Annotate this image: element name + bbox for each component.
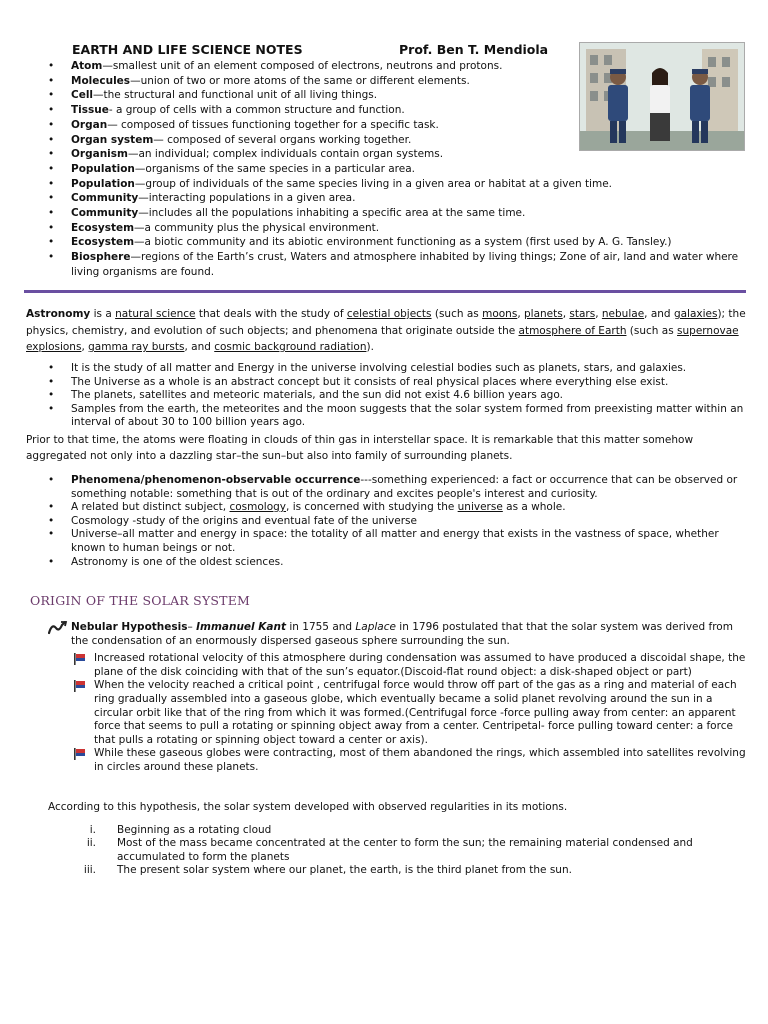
- squiggle-arrow-icon: [48, 621, 68, 635]
- definition-term: Community: [71, 207, 139, 220]
- list-item: • Astronomy is one of the oldest sciences.: [48, 556, 748, 570]
- list-item: • Samples from the earth, the meteorites and the moon suggests that the solar system formed from preexisting matter within an interval of about 30 to 100 billion years ago.: [48, 403, 748, 430]
- definition-item: [48, 235, 748, 250]
- list-number: i.: [89, 824, 96, 836]
- nebular-hypothesis-text: [48, 621, 748, 648]
- text-run: ,: [81, 341, 89, 353]
- list-item-text: Increased rotational velocity of this atmosphere during condensation was assumed to have produced a discoidal shape, the plane of the disk coinciding with that of the sun’s equator.(Discoid-flat round object: a disk-shaped object or part): [94, 652, 746, 678]
- text-run: , and: [184, 341, 215, 353]
- link-nebulae[interactable]: nebulae: [601, 308, 645, 320]
- text-run: ,: [595, 308, 602, 320]
- definition-term: Population: [71, 177, 135, 190]
- definition-term: Tissue: [71, 104, 109, 117]
- definition-separator: —: [138, 192, 149, 205]
- link-supernovae-explosions[interactable]: supernovae explosions: [26, 324, 739, 353]
- astronomy-intro-paragraph: [26, 306, 746, 356]
- list-item: • Universe–all matter and energy in space: the totality of all matter and energy that exists in the vastness of space, whether known to human beings or not.: [48, 528, 748, 555]
- astronomy-bullets: [48, 362, 748, 430]
- list-item: [80, 864, 745, 877]
- text-run: (such as: [431, 308, 483, 320]
- definition-separator: —: [153, 133, 168, 146]
- text-run: (such as: [626, 324, 678, 337]
- list-item-text: The present solar system where our planet, the earth, is the third planet from the sun.: [117, 864, 572, 877]
- definition-item: [48, 206, 748, 221]
- definition-item: [48, 88, 748, 103]
- definitions-list: [48, 59, 748, 280]
- link-universe[interactable]: universe: [457, 501, 503, 514]
- definition-item: [48, 250, 748, 279]
- definition-term: Ecosystem: [71, 221, 135, 234]
- definition-separator: —: [102, 60, 113, 72]
- definition-item: [48, 162, 748, 177]
- definition-separator: —: [107, 118, 122, 131]
- definition-separator: —: [134, 162, 146, 175]
- definition-item: [48, 59, 748, 74]
- definition-text: regions of the Earth’s crust, Waters and atmosphere inhabited by living things; Zone of air, land and water where living organisms are found.: [71, 251, 739, 278]
- list-item: [80, 824, 745, 837]
- definition-text: a community plus the physical environment.: [144, 221, 380, 234]
- definition-item: [48, 103, 748, 118]
- list-item: [48, 501, 748, 515]
- kant-name: Immanuel Kant: [196, 621, 287, 633]
- list-item: [48, 474, 748, 501]
- definition-term: Organism: [71, 148, 128, 161]
- document-title: EARTH AND LIFE SCIENCE NOTES: [72, 42, 303, 57]
- list-item-text: Most of the mass became concentrated at the center to form the sun; the remaining material condensed and accumulated to form the planets: [117, 837, 693, 863]
- section-heading: ORIGIN OF THE SOLAR SYSTEM: [30, 593, 251, 608]
- link-gamma-ray-bursts[interactable]: gamma ray bursts: [88, 341, 185, 353]
- text-run: –: [187, 621, 197, 633]
- link-stars[interactable]: stars: [569, 308, 596, 320]
- list-number: iii.: [83, 864, 96, 877]
- list-item: [48, 652, 748, 679]
- definition-item: [48, 147, 748, 162]
- flag-icon: [73, 680, 86, 692]
- text-run: that deals with the study of: [195, 308, 347, 320]
- section-divider: [24, 290, 746, 293]
- definition-term: Ecosystem: [71, 236, 135, 249]
- definition-text: interacting populations in a given area.: [148, 192, 356, 205]
- definition-text: a group of cells with a common structure and function.: [116, 104, 405, 117]
- definition-text: smallest unit of an element composed of electrons, neutrons and protons.: [112, 60, 503, 72]
- definition-text: an individual; complex individuals contain organ systems.: [138, 148, 444, 161]
- text-run: ,: [517, 308, 524, 320]
- author-name: Prof. Ben T. Mendiola: [399, 42, 549, 57]
- laplace-name: Laplace: [355, 621, 396, 633]
- text-run: ---something experienced: a fact or occurrence that can be observed or something notable: something that is out of the ordinary and excites people's interest and curiosity.: [71, 474, 738, 500]
- definition-term: Molecules: [71, 74, 131, 87]
- link-atmosphere-of-earth[interactable]: atmosphere of Earth: [518, 324, 627, 337]
- definition-term: Atom: [71, 60, 103, 72]
- flag-icon: [73, 748, 86, 760]
- definition-item: [48, 221, 748, 236]
- phenomena-term: Phenomena/phenomenon-observable occurrence: [71, 474, 361, 486]
- definition-term: Organ system: [71, 133, 154, 146]
- list-item: [48, 679, 748, 747]
- list-number: ii.: [86, 837, 96, 850]
- list-item: • The Universe as a whole is an abstract concept but it consists of real physical places where everything else exist.: [48, 376, 748, 390]
- text-run: , and: [644, 308, 674, 320]
- list-item-text: When the velocity reached a critical point , centrifugal force would throw off part of the gas as a ring and material of each ring gradually assembled into a gaseous globe, which eventually became a solid planet revolving around the sun in a circular orbit like that of the ring from which it was formed.(Centrifugal force -force pulling away from center: an apparent force that seems to pull a rotating or spinning object away from a center. Centripetal- force pulling toward center: a force that pulls a rotating or spinning object toward a center or axis).: [94, 679, 737, 746]
- definition-text: organisms of the same species in a particular area.: [145, 162, 415, 175]
- link-celestial-objects[interactable]: celestial objects: [346, 308, 432, 320]
- definition-text: composed of several organs working together.: [167, 133, 412, 146]
- definition-term: Biosphere: [71, 251, 131, 264]
- list-item: • Cosmology -study of the origins and eventual fate of the universe: [48, 515, 748, 529]
- definition-text: a biotic community and its abiotic environment functioning as a system (first used by A. G. Tansley.): [144, 236, 672, 249]
- definition-item: [48, 74, 748, 89]
- link-planets[interactable]: planets: [524, 308, 563, 320]
- definition-separator: —: [134, 236, 145, 249]
- definition-separator: -: [108, 104, 116, 117]
- text-run: A related but distinct subject,: [71, 501, 230, 514]
- phenomena-bullets: [48, 474, 748, 569]
- astronomy-term: Astronomy: [26, 308, 91, 320]
- text-run: ,: [562, 308, 570, 320]
- definition-separator: —: [127, 148, 139, 161]
- definition-separator: —: [130, 74, 141, 87]
- definition-separator: —: [93, 89, 104, 102]
- link-galaxies[interactable]: galaxies: [673, 308, 718, 320]
- link-cosmology[interactable]: cosmology: [229, 501, 287, 514]
- list-item: [80, 837, 745, 864]
- hypothesis-paragraph: According to this hypothesis, the solar system developed with observed regularities in its motions.: [48, 801, 568, 813]
- definition-text: includes all the populations inhabiting a specific area at the same time.: [148, 207, 526, 220]
- page-header: [72, 43, 572, 59]
- text-run: in 1755 and: [286, 621, 356, 633]
- flag-icon: [73, 653, 86, 665]
- text-run: is a: [90, 308, 116, 320]
- list-item-text: While these gaseous globes were contracting, most of them abandoned the rings, which assembled into satellites revolving in circles around these planets.: [94, 747, 746, 773]
- text-run: ).: [366, 341, 374, 353]
- text-run: as a whole.: [502, 501, 566, 514]
- roman-numeral-list: [80, 824, 745, 878]
- definition-text: composed of tissues functioning together for a specific task.: [121, 118, 439, 131]
- definition-term: Community: [71, 192, 139, 205]
- definition-term: Cell: [71, 89, 94, 102]
- link-moons[interactable]: moons: [482, 308, 518, 320]
- definition-term: Population: [71, 162, 135, 175]
- link-natural-science[interactable]: natural science: [115, 308, 196, 320]
- definition-text: the structural and functional unit of all living things.: [103, 89, 378, 102]
- list-item: • It is the study of all matter and Energy in the universe involving celestial bodies such as planets, stars, and galaxies.: [48, 362, 748, 376]
- definition-separator: —: [130, 251, 141, 264]
- list-item: [48, 747, 748, 774]
- text-run: , is concerned with studying the: [286, 501, 458, 514]
- list-item-text: Beginning as a rotating cloud: [117, 824, 272, 836]
- definition-separator: —: [134, 221, 145, 234]
- definition-text: group of individuals of the same species living in a given area or habitat at a given time.: [145, 177, 613, 190]
- definition-separator: —: [138, 207, 149, 220]
- link-cosmic-background-radiation[interactable]: cosmic background radiation: [214, 341, 367, 353]
- nebular-term: Nebular Hypothesis: [71, 621, 188, 633]
- nebular-hypothesis-block: [48, 621, 748, 775]
- prior-paragraph: Prior to that time, the atoms were floating in clouds of thin gas in interstellar space. It is remarkable that this matter somehow aggregated not only into a dazzling star–the sun–but also into family of surrounding planets.: [26, 434, 694, 462]
- text-run: in 1796 postulated that that the solar system was derived from the condensation of an enormously dispersed gaseous sphere surrounding the sun.: [71, 621, 733, 647]
- text-run: ); the physics, chemistry, and evolution of such objects; and phenomena that originate outside the: [26, 308, 746, 337]
- list-item: • The planets, satellites and meteoric materials, and the sun did not exist 4.6 billion years ago.: [48, 389, 748, 403]
- definition-item: [48, 177, 748, 192]
- definition-text: union of two or more atoms of the same or different elements.: [140, 74, 470, 87]
- definition-item: [48, 118, 748, 133]
- definition-term: Organ: [71, 118, 108, 131]
- definition-item: [48, 191, 748, 206]
- definition-item: [48, 133, 748, 148]
- definition-separator: —: [134, 177, 146, 190]
